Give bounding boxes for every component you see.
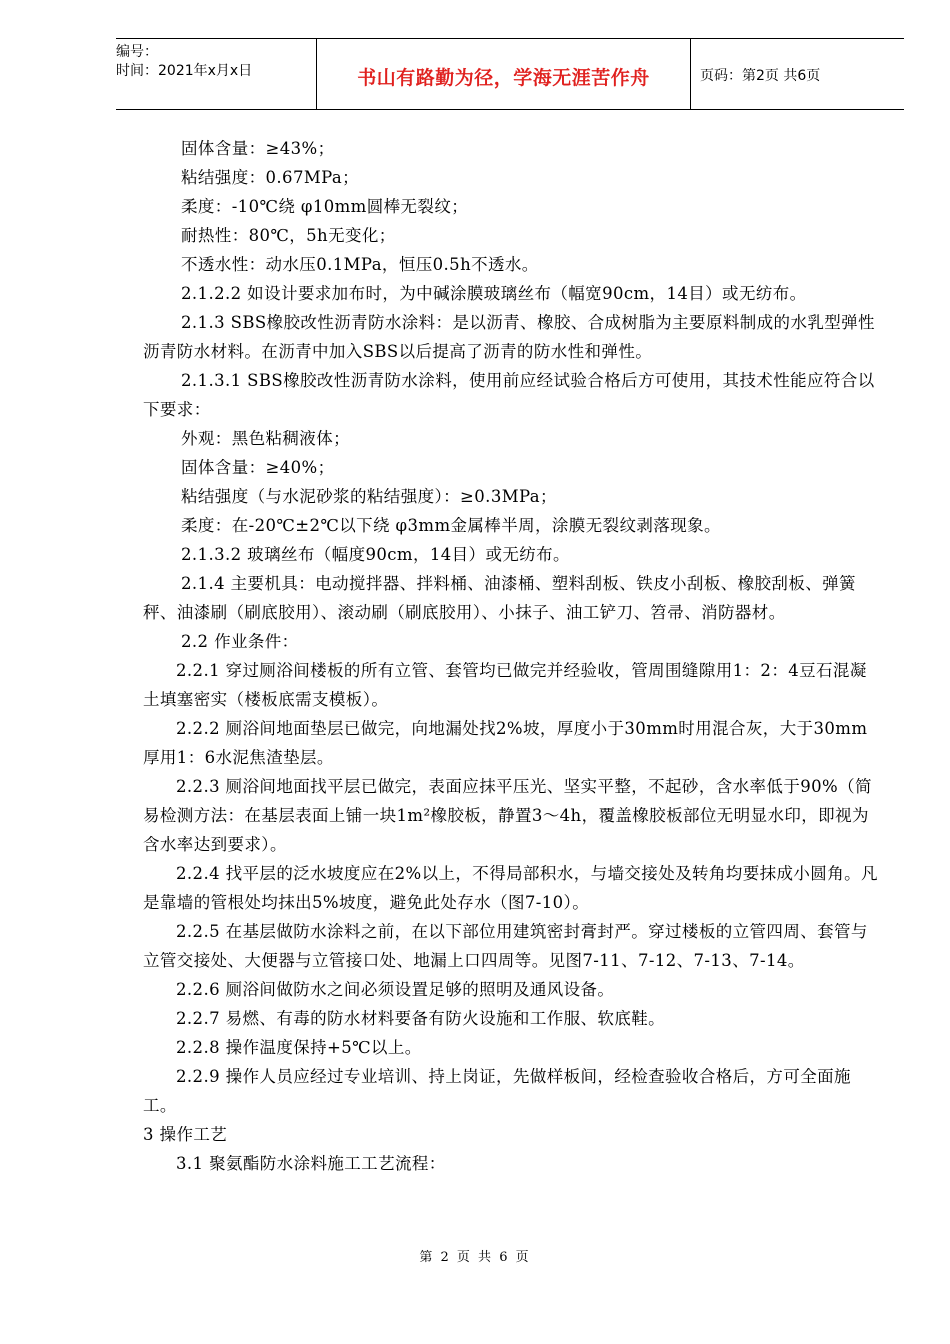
- body-paragraph: 2.1.4 主要机具：电动搅拌器、拌料桶、油漆桶、塑料刮板、铁皮小刮板、橡胶刮板、弹簧秤、油漆刷（刷底胶用）、滚动刷（刷底胶用）、小抹子、油工铲刀、笤帚、消防器材。: [143, 574, 856, 622]
- body-paragraph: 2.2.2 厕浴间地面垫层已做完，向地漏处找2%坡，厚度小于30mm时用混合灰，大于30mm厚用1：6水泥焦渣垫层。: [143, 719, 868, 767]
- body-paragraph: 固体含量：≥40%；: [181, 458, 335, 477]
- header-meta: [116, 39, 316, 113]
- body-paragraph: 2.2.9 操作人员应经过专业培训、持上岗证，先做样板间，经检查验收合格后，方可全面施工。: [143, 1067, 851, 1115]
- document-time-label: 时间：2021年x月x日: [116, 63, 253, 79]
- body-paragraph: 不透水性：动水压0.1MPa，恒压0.5h不透水。: [181, 255, 539, 274]
- body-paragraph: 2.1.3 SBS橡胶改性沥青防水涂料：是以沥青、橡胶、合成树脂为主要原料制成的水乳型弹性沥青防水材料。在沥青中加入SBS以后提高了沥青的防水性和弹性。: [143, 313, 875, 361]
- header-motto-cell: [316, 39, 691, 109]
- body-paragraph: 2.2.1 穿过厕浴间楼板的所有立管、套管均已做完并经验收，管周围缝隙用1：2：4豆石混凝土填塞密实（楼板底需支模板）。: [143, 661, 867, 709]
- body-paragraph: 柔度：-10℃绕 φ10mm圆棒无裂纹；: [181, 197, 469, 216]
- body-paragraph: 固体含量：≥43%；: [181, 139, 335, 158]
- body-paragraph: 2.2.3 厕浴间地面找平层已做完，表面应抹平压光、坚实平整，不起砂，含水率低于90%（简易检测方法：在基层表面上铺一块1m²橡胶板，静置3～4h，覆盖橡胶板部位无明显水印，即视为含水率达到要求）。: [143, 777, 872, 854]
- body-paragraph: 外观：黑色粘稠液体；: [181, 429, 350, 448]
- header-motto: 书山有路勤为径，学海无涯苦作舟: [357, 67, 650, 89]
- body-paragraph: 3.1 聚氨酯防水涂料施工工艺流程：: [176, 1154, 446, 1173]
- body-paragraph: 柔度：在-20℃±2℃以下绕 φ3mm金属棒半周，涂膜无裂纹剥落现象。: [181, 516, 721, 535]
- page-header: [116, 38, 904, 110]
- body-paragraph: 2.2 作业条件：: [181, 632, 299, 651]
- body-paragraph: 2.2.4 找平层的泛水坡度应在2%以上，不得局部积水，与墙交接处及转角均要抹成小圆角。凡是靠墙的管根处均抹出5%坡度，避免此处存水（图7-10）。: [143, 864, 878, 912]
- body-paragraph: 2.2.8 操作温度保持+5℃以上。: [176, 1038, 422, 1057]
- body-paragraph: 耐热性：80℃，5h无变化；: [181, 226, 396, 245]
- body-paragraph: 粘结强度（与水泥砂浆的粘结强度）：≥0.3MPa；: [181, 487, 557, 506]
- body-paragraph: 2.2.5 在基层做防水涂料之前，在以下部位用建筑密封膏封严。穿过楼板的立管四周、套管与立管交接处、大便器与立管接口处、地漏上口四周等。见图7-11、7-12、7-13、7-14。: [143, 922, 868, 970]
- document-number-label: 编号：: [116, 44, 158, 60]
- header-page-info: 页码：第2页 共6页: [700, 68, 821, 84]
- body-paragraph: 2.2.6 厕浴间做防水之间必须设置足够的照明及通风设备。: [176, 980, 615, 999]
- header-page-cell: [690, 39, 904, 109]
- body-paragraph: 粘结强度：0.67MPa；: [181, 168, 360, 187]
- body-paragraph: 3 操作工艺: [143, 1125, 228, 1144]
- body-paragraph: 2.1.3.2 玻璃丝布（幅度90cm，14目）或无纺布。: [181, 545, 570, 564]
- body-paragraph: 2.2.7 易燃、有毒的防水材料要备有防火设施和工作服、软底鞋。: [176, 1009, 666, 1028]
- body-paragraph: 2.1.3.1 SBS橡胶改性沥青防水涂料，使用前应经试验合格后方可使用，其技术性能应符合以下要求：: [143, 371, 875, 419]
- document-body: [143, 134, 883, 1178]
- page-footer: 第 2 页 共 6 页: [419, 1250, 531, 1265]
- body-paragraph: 2.1.2.2 如设计要求加布时，为中碱涂膜玻璃丝布（幅宽90cm，14目）或无纺布。: [181, 284, 807, 303]
